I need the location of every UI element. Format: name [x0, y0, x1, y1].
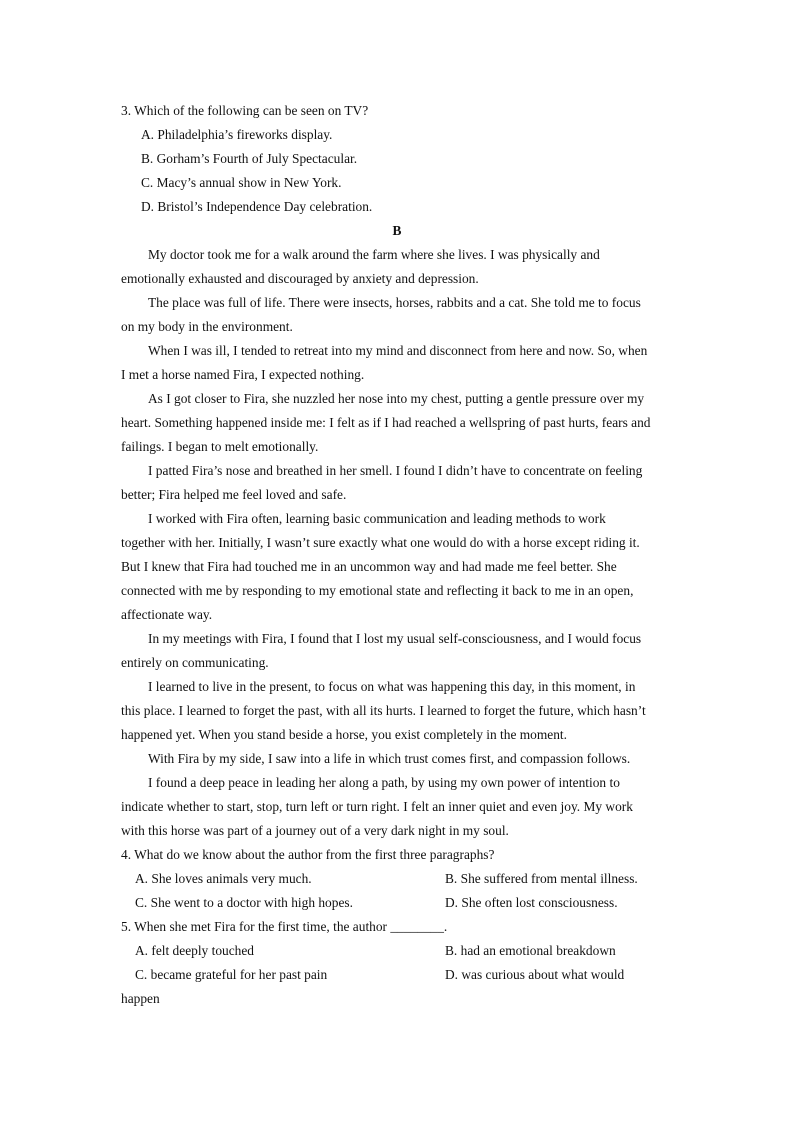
- passage-line: this place. I learned to forget the past, with all its hurts. I learned to forget the future, which hasn’t: [121, 703, 646, 718]
- passage-line: heart. Something happened inside me: I felt as if I had reached a wellspring of past hurts, fears and: [121, 415, 651, 430]
- passage-line: together with her. Initially, I wasn’t sure exactly what one would do with a horse except riding it.: [121, 535, 640, 550]
- question-5-option-a: A. felt deeply touched: [135, 943, 254, 958]
- question-5-stem: 5. When she met Fira for the first time, the author ________.: [121, 919, 448, 934]
- question-4-option-c: C. She went to a doctor with high hopes.: [135, 895, 353, 910]
- passage-line: entirely on communicating.: [121, 655, 269, 670]
- passage-line: As I got closer to Fira, she nuzzled her nose into my chest, putting a gentle pressure over my: [148, 391, 645, 406]
- question-3-option-c: C. Macy’s annual show in New York.: [141, 175, 342, 190]
- passage-line: The place was full of life. There were insects, horses, rabbits and a cat. She told me to focus: [148, 295, 641, 310]
- passage-line: In my meetings with Fira, I found that I lost my usual self-consciousness, and I would focus: [148, 631, 642, 646]
- question-5-option-c: C. became grateful for her past pain: [135, 967, 328, 982]
- passage-line: My doctor took me for a walk around the farm where she lives. I was physically and: [148, 247, 600, 262]
- question-4-stem: 4. What do we know about the author from the first three paragraphs?: [121, 847, 495, 862]
- passage-line: on my body in the environment.: [121, 319, 293, 334]
- passage-line: better; Fira helped me feel loved and safe.: [121, 487, 347, 502]
- passage-line: I found a deep peace in leading her along a path, by using my own power of intention to: [148, 775, 620, 790]
- passage-line: I met a horse named Fira, I expected nothing.: [121, 367, 365, 382]
- question-4-option-a: A. She loves animals very much.: [135, 871, 312, 886]
- passage-line: affectionate way.: [121, 607, 213, 622]
- passage-line: When I was ill, I tended to retreat into my mind and disconnect from here and now. So, when: [148, 343, 648, 358]
- passage-line: failings. I began to melt emotionally.: [121, 439, 319, 454]
- question-3-option-b: B. Gorham’s Fourth of July Spectacular.: [141, 151, 358, 166]
- passage-line: connected with me by responding to my emotional state and reflecting it back to me in an open,: [121, 583, 634, 598]
- question-3-stem: 3. Which of the following can be seen on TV?: [121, 103, 369, 118]
- question-5-option-d: D. was curious about what would: [445, 967, 625, 982]
- passage-line: With Fira by my side, I saw into a life in which trust comes first, and compassion follows.: [148, 751, 631, 766]
- passage-line: But I knew that Fira had touched me in an uncommon way and had made me feel better. She: [121, 559, 617, 574]
- question-4-option-d: D. She often lost consciousness.: [445, 895, 618, 910]
- question-4-option-b: B. She suffered from mental illness.: [445, 871, 638, 886]
- question-3-option-d: D. Bristol’s Independence Day celebration.: [141, 199, 373, 214]
- passage-line: indicate whether to start, stop, turn left or turn right. I felt an inner quiet and even joy. My work: [121, 799, 633, 814]
- passage-line: I worked with Fira often, learning basic communication and leading methods to work: [148, 511, 606, 526]
- section-heading: B: [392, 223, 402, 238]
- passage-line: with this horse was part of a journey out of a very dark night in my soul.: [121, 823, 509, 838]
- question-5-option-d-continuation: happen: [121, 991, 160, 1006]
- passage-line: happened yet. When you stand beside a horse, you exist completely in the moment.: [121, 727, 567, 742]
- passage-line: I patted Fira’s nose and breathed in her smell. I found I didn’t have to concentrate on feeling: [148, 463, 643, 478]
- question-5-option-b: B. had an emotional breakdown: [445, 943, 616, 958]
- passage-line: I learned to live in the present, to focus on what was happening this day, in this moment, in: [148, 679, 636, 694]
- question-3-option-a: A. Philadelphia’s fireworks display.: [141, 127, 333, 142]
- passage-line: emotionally exhausted and discouraged by anxiety and depression.: [121, 271, 479, 286]
